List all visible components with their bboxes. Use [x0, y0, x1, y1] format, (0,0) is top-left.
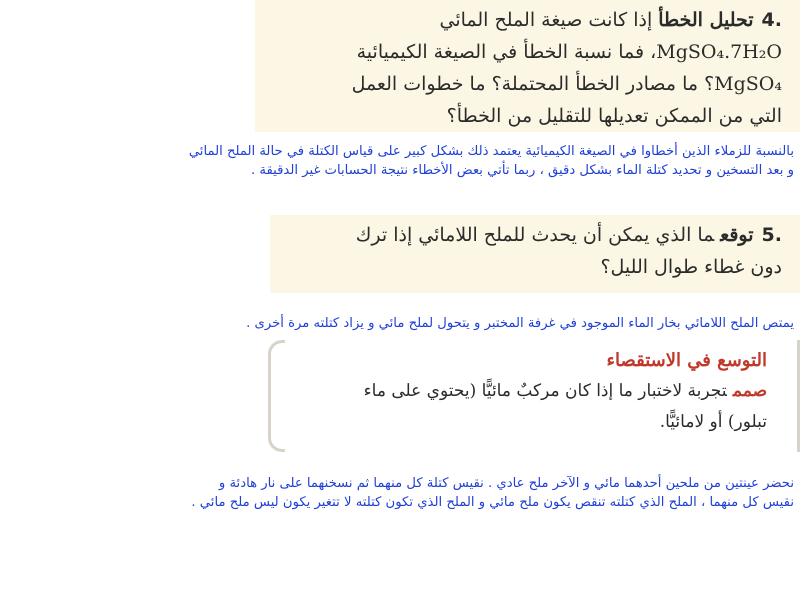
question-5-line-1	[300, 219, 782, 251]
answer-extension	[6, 474, 794, 512]
question-4-heading: تحليل الخطأ	[658, 9, 754, 31]
answer-5	[6, 314, 794, 333]
question-5-number: 5.	[761, 224, 782, 246]
extension-text: تجربة لاختبار ما إذا كان مركبٌ مائيًّا (يحتوي على ماء	[363, 381, 727, 401]
answer-4-line-1: بالنسبة للزملاء الذين أخطاوا في الصيغة الكيميائية يعتمد ذلك بشكل كبير على قياس الكتلة في حالة الملح المائي	[188, 144, 794, 159]
anhydrous-formula: MgSO₄	[714, 73, 782, 95]
question-4-text: ؟ ما مصادر الخطأ المحتملة؟ ما خطوات العمل	[351, 73, 715, 95]
extension-line-2: تبلور) أو لامائيًّا.	[659, 412, 767, 432]
question-4-text: إذا كانت صيغة الملح المائي	[439, 9, 653, 31]
answer-extension-line-2: نقيس كل منهما ، الملح الذي كتلته تنقص يكون ملح مائي و الملح الذي تكون كتلته لا تتغير يكون ليس ملح مائي .	[191, 495, 794, 510]
answer-4	[6, 142, 794, 180]
extension-bracket	[268, 340, 285, 452]
answer-5-line-1: يمتص الملح اللامائي بخار الماء الموجود في غرفة المختبر و يتحول لملح مائي و يزاد كتلته مرة أخرى .	[246, 316, 794, 331]
extension-heading: صمم	[732, 381, 767, 401]
question-4-line-4: التي من الممكن تعديلها للتقليل من الخطأ؟	[446, 105, 782, 127]
question-4-line-3	[285, 68, 782, 100]
question-5-line-2: دون غطاء طوال الليل؟	[600, 256, 782, 278]
question-4-number: 4.	[761, 9, 782, 31]
question-4-text: ، فما نسبة الخطأ في الصيغة الكيميائية	[356, 41, 657, 63]
question-5-heading: توقع	[720, 224, 754, 246]
extension-box	[268, 340, 800, 452]
question-5-text: ما الذي يمكن أن يحدث للملح اللامائي إذا ترك	[355, 224, 715, 246]
question-4-line-2	[285, 36, 782, 68]
extension-title: التوسع في الاستقصاء	[606, 350, 767, 371]
question-4-line-1	[285, 4, 782, 36]
question-4-box	[255, 0, 800, 132]
hydrate-formula: MgSO₄.7H₂O	[656, 41, 782, 63]
answer-extension-line-1: نحضر عينتين من ملحين أحدهما مائي و الآخر ملح عادي . نقيس كتلة كل منهما ثم نسخنهما على نار هادئة و	[218, 476, 794, 491]
extension-line-1	[298, 376, 767, 407]
question-5-box	[270, 215, 800, 293]
answer-4-line-2: و بعد التسخين و تحديد كتلة الماء بشكل دقيق ، ربما تأتي بعض الأخطاء نتيجة الحسابات غير الدقيقة .	[251, 163, 794, 178]
